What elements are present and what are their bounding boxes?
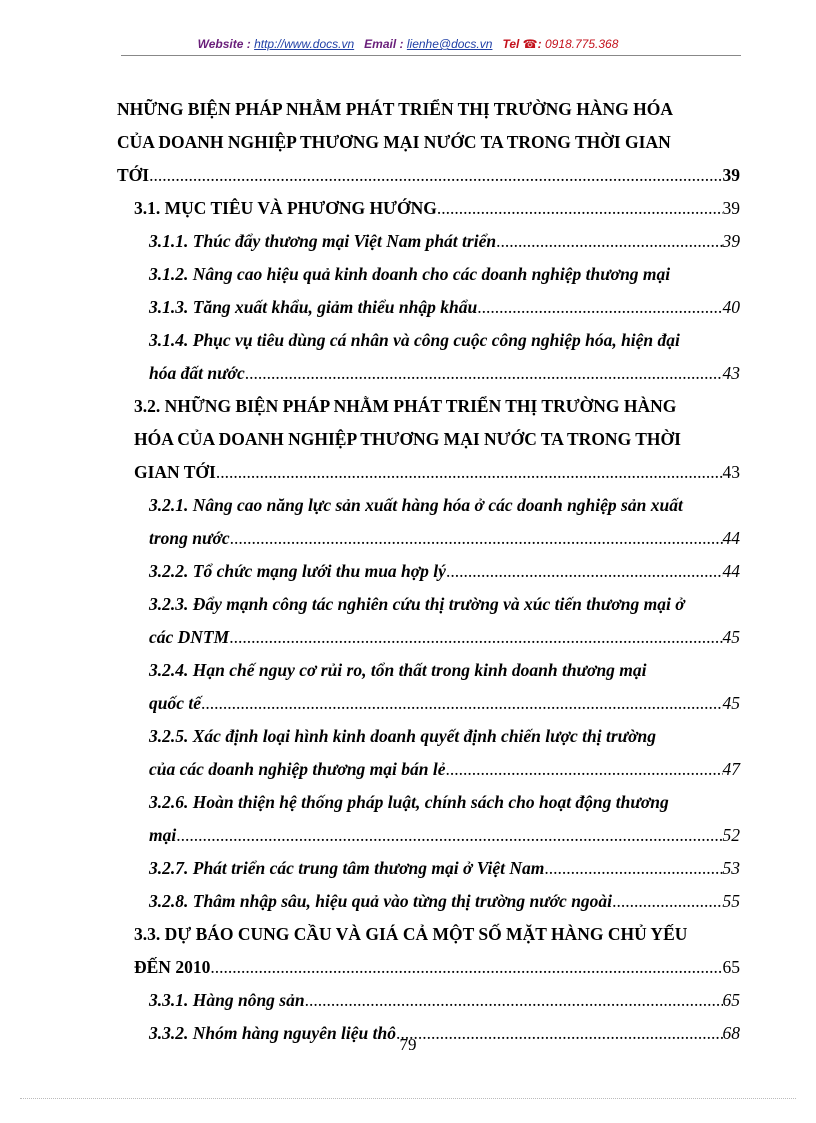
toc-page-number: 43 — [722, 462, 740, 482]
toc-entry-chapter[interactable] — [0, 160, 816, 190]
toc-text: 3.1.4. Phục vụ tiêu dùng cá nhân và công cuộc công nghiệp hóa, hiện đại — [149, 330, 680, 350]
tel-label: Tel ☎: — [502, 37, 542, 51]
toc-text: mại — [149, 825, 177, 845]
toc-text: các DNTM — [149, 627, 230, 647]
toc-text: quốc tế — [149, 693, 202, 713]
toc-entry-3-2-6[interactable] — [0, 820, 816, 850]
toc-text: ĐẾN 2010 — [134, 957, 211, 977]
toc-text: 3.2.2. Tổ chức mạng lưới thu mua hợp lý — [149, 561, 446, 581]
toc-text: 3.2.4. Hạn chế nguy cơ rủi ro, tổn thất trong kinh doanh thương mại — [149, 660, 647, 680]
toc-page-number: 39 — [722, 231, 740, 251]
toc-entry-3-2-1[interactable] — [0, 523, 816, 553]
leader-dots — [544, 853, 722, 883]
toc-text: 3.2.5. Xác định loại hình kinh doanh quyết định chiến lược thị trường — [149, 726, 657, 746]
leader-dots — [477, 292, 722, 322]
toc-page-number: 44 — [722, 561, 740, 581]
toc-entry-3-2-line2 — [0, 424, 816, 454]
toc-page-number: 45 — [722, 627, 740, 647]
toc-entry-3-2-5[interactable] — [0, 754, 816, 784]
toc-text: 3.2.3. Đẩy mạnh công tác nghiên cứu thị trường và xúc tiến thương mại ở — [149, 594, 685, 614]
toc-page-number: 39 — [722, 198, 740, 218]
toc-text: 3.1.2. Nâng cao hiệu quả kinh doanh cho các doanh nghiệp thương mại — [149, 264, 671, 284]
toc-entry-3-3[interactable] — [0, 952, 816, 982]
leader-dots — [496, 226, 722, 256]
leader-dots — [446, 754, 723, 784]
toc-text: 3.2.6. Hoàn thiện hệ thống pháp luật, chính sách cho hoạt động thương — [149, 792, 669, 812]
page-number: 79 — [399, 1035, 417, 1054]
toc-text: của các doanh nghiệp thương mại bán lẻ — [149, 759, 446, 779]
website-label: Website : — [197, 37, 251, 51]
email-link[interactable]: lienhe@docs.vn — [406, 37, 493, 51]
leader-dots — [229, 622, 722, 652]
toc-entry-3-2-3[interactable] — [0, 622, 816, 652]
toc-page-number: 65 — [722, 957, 740, 977]
toc-page-number: 47 — [722, 759, 740, 779]
toc-entry-3-2-3-line1 — [0, 589, 816, 619]
toc-entry-3-2-line1 — [0, 391, 816, 421]
toc-text: NHỮNG BIỆN PHÁP NHẰM PHÁT TRIỂN THỊ TRƯỜNG HÀNG HÓA — [117, 99, 674, 119]
leader-dots — [230, 523, 723, 553]
toc-entry-3-1-2[interactable] — [0, 259, 816, 289]
toc-text: 3.3. DỰ BÁO CUNG CẦU VÀ GIÁ CẢ MỘT SỐ MẶT HÀNG CHỦ YẾU — [134, 924, 688, 944]
toc-text: 3.1.3. Tăng xuất khẩu, giảm thiểu nhập khẩu — [149, 297, 478, 317]
toc-text: HÓA CỦA DOANH NGHIỆP THƯƠNG MẠI NƯỚC TA TRONG THỜI — [134, 429, 681, 449]
toc-entry-3-1-3[interactable] — [0, 292, 816, 322]
toc-page-number: 52 — [722, 825, 740, 845]
leader-dots — [176, 820, 722, 850]
leader-dots — [216, 457, 723, 487]
toc-entry-3-2-7[interactable] — [0, 853, 816, 883]
toc-entry-3-3-line1 — [0, 919, 816, 949]
toc-entry-3-1-1[interactable] — [0, 226, 816, 256]
toc-page-number: 68 — [722, 1023, 740, 1043]
tel-value: 0918.775.368 — [544, 37, 619, 51]
website-link[interactable]: http://www.docs.vn — [254, 37, 355, 51]
toc-entry-3-2-2[interactable] — [0, 556, 816, 586]
toc-page-number: 55 — [722, 891, 740, 911]
leader-dots — [437, 193, 723, 223]
toc-text: GIAN TỚI — [134, 462, 216, 482]
toc-page-number: 44 — [722, 528, 740, 548]
toc-entry-3-1[interactable] — [0, 193, 816, 223]
leader-dots — [149, 160, 722, 190]
toc-page-number: 53 — [722, 858, 740, 878]
toc-text: trong nước — [149, 528, 230, 548]
toc-entry-3-2[interactable] — [0, 457, 816, 487]
leader-dots — [245, 358, 723, 388]
toc-entry-3-1-4-line1 — [0, 325, 816, 355]
toc-entry-3-3-1[interactable] — [0, 985, 816, 1015]
toc-text: TỚI — [117, 165, 150, 185]
header-divider — [121, 55, 741, 56]
toc-entry-chapter-line2 — [0, 127, 816, 157]
leader-dots — [446, 556, 723, 586]
toc-entry-3-2-4-line1 — [0, 655, 816, 685]
toc-text: hóa đất nước — [149, 363, 245, 383]
toc-text: 3.3.2. Nhóm hàng nguyên liệu thô — [149, 1023, 396, 1043]
toc-entry-3-2-4[interactable] — [0, 688, 816, 718]
leader-dots — [305, 985, 723, 1015]
toc-entry-3-2-8[interactable] — [0, 886, 816, 916]
toc-page-number: 65 — [722, 990, 740, 1010]
toc-text: 3.1.1. Thúc đẩy thương mại Việt Nam phát triển — [149, 231, 497, 251]
toc-entry-chapter-line1 — [0, 94, 816, 124]
toc-entry-3-2-5-line1 — [0, 721, 816, 751]
footer-divider — [20, 1098, 796, 1099]
toc-page-number: 45 — [722, 693, 740, 713]
toc-entry-3-2-1-line1 — [0, 490, 816, 520]
toc-text: 3.2.1. Nâng cao năng lực sản xuất hàng hóa ở các doanh nghiệp sản xuất — [149, 495, 683, 515]
toc-text: 3.1. MỤC TIÊU VÀ PHƯƠNG HƯỚNG — [134, 198, 437, 218]
toc-page-number: 40 — [722, 297, 740, 317]
leader-dots — [201, 688, 722, 718]
email-label: Email : — [364, 37, 404, 51]
toc-text: 3.3.1. Hàng nông sản — [149, 990, 305, 1010]
leader-dots — [612, 886, 722, 916]
page-header — [0, 37, 816, 51]
leader-dots — [210, 952, 722, 982]
toc-entry-3-2-6-line1 — [0, 787, 816, 817]
toc-text: 3.2.8. Thâm nhập sâu, hiệu quả vào từng thị trường nước ngoài — [149, 891, 613, 911]
toc-page-number: 43 — [722, 363, 740, 383]
toc-text: CỦA DOANH NGHIỆP THƯƠNG MẠI NƯỚC TA TRONG THỜI GIAN — [117, 132, 671, 152]
toc-page-number: 39 — [722, 165, 740, 185]
toc-entry-3-1-4[interactable] — [0, 358, 816, 388]
toc-text: 3.2. NHỮNG BIỆN PHÁP NHẰM PHÁT TRIỂN THỊ TRƯỜNG HÀNG — [134, 396, 677, 416]
toc-text: 3.2.7. Phát triển các trung tâm thương mại ở Việt Nam — [149, 858, 545, 878]
